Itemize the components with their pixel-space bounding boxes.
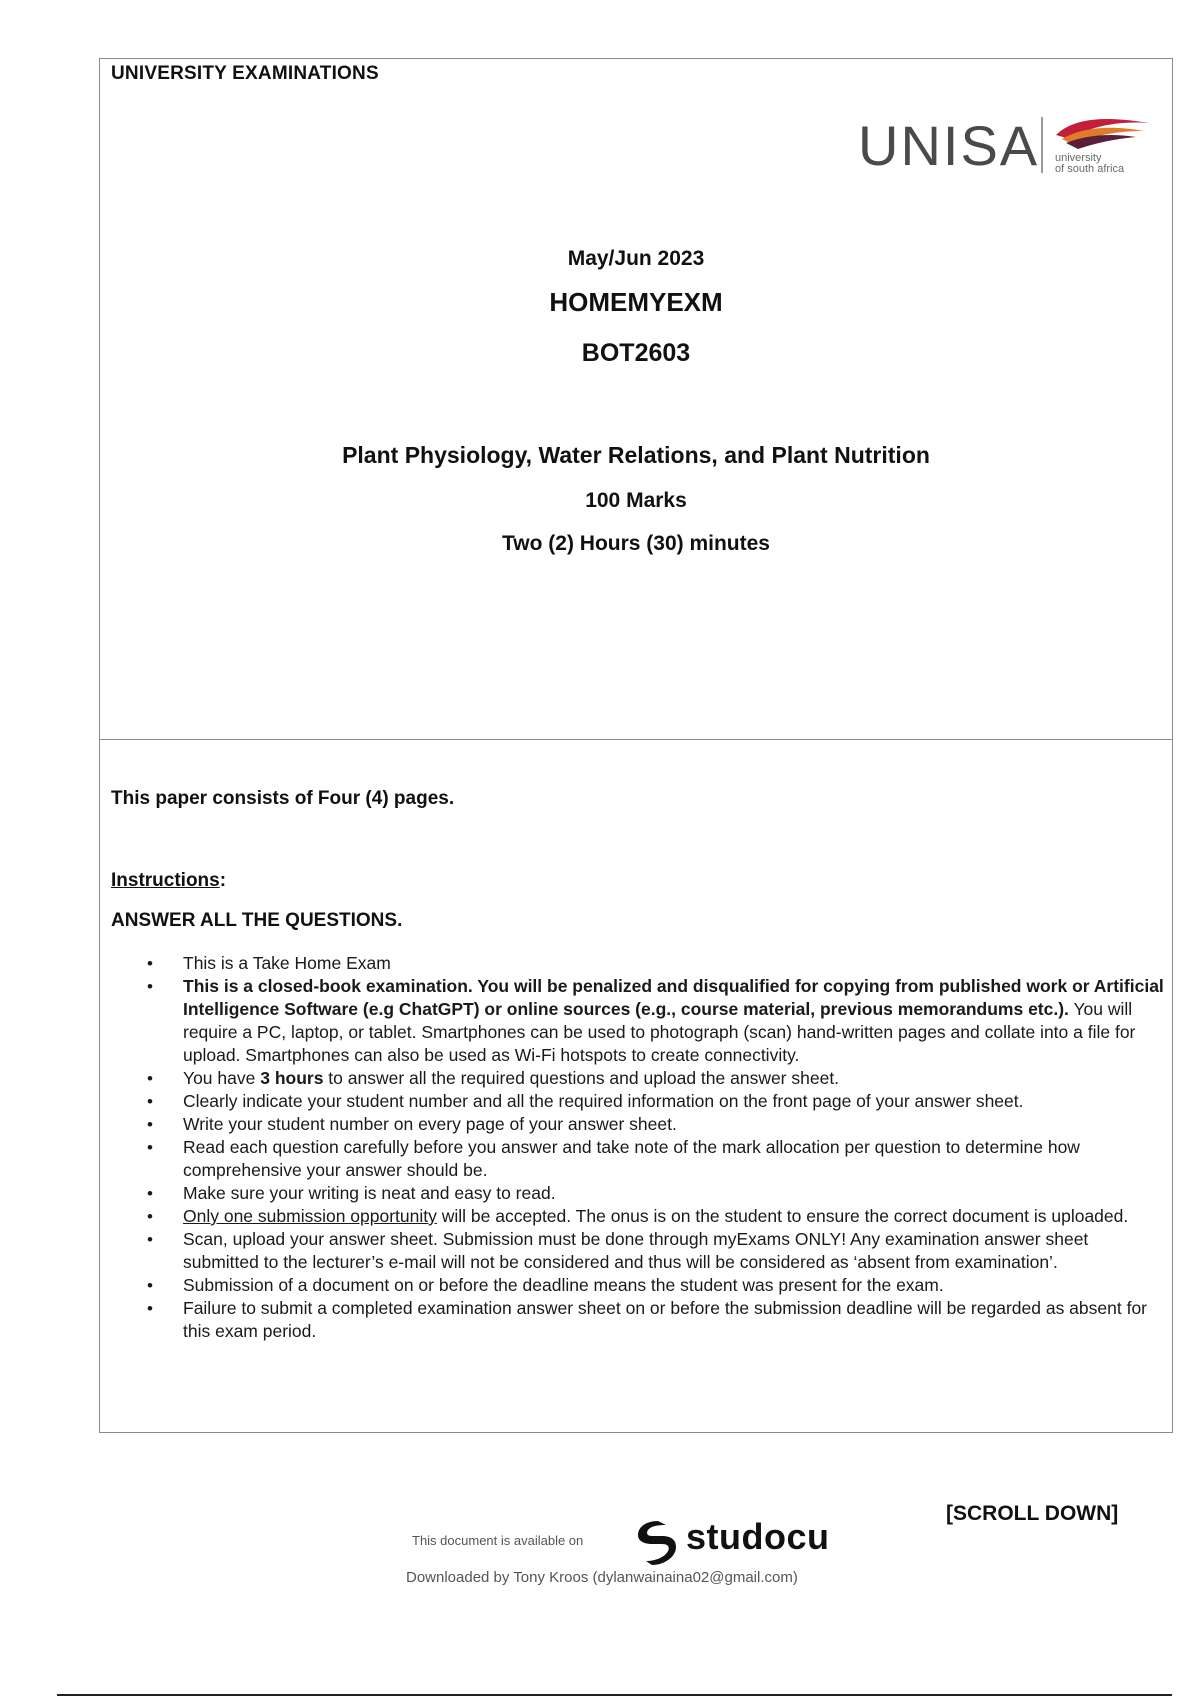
available-on-label: This document is available on bbox=[412, 1533, 584, 1548]
studocu-logo-icon bbox=[632, 1517, 682, 1567]
list-item: • This is a closed-book examination. You will be penalized and disqualified for copying from published work or Artificial Intelligence Software (e.g ChatGPT) or online sources (e.g., course material, previous memorandums etc.). You will require a PC, laptop, or tablet. Smartphones can be used to photograph (scan) hand-written pages and collate into a file for upload. Smartphones can also be used as Wi-Fi hotspots to create connectivity. bbox=[183, 975, 1165, 1067]
instructions-heading: Instructions: bbox=[111, 870, 227, 891]
downloaded-by-label: Downloaded by Tony Kroos (dylanwainaina02@gmail.com) bbox=[406, 1569, 798, 1586]
logo-wordmark: UNISA bbox=[858, 114, 1040, 177]
total-marks: 100 Marks bbox=[585, 489, 687, 512]
unisa-logo bbox=[858, 111, 1158, 181]
scroll-down-label: [SCROLL DOWN] bbox=[946, 1502, 1119, 1525]
list-item: • This is a Take Home Exam bbox=[183, 952, 1165, 975]
list-item: • Only one submission opportunity will be accepted. The onus is on the student to ensure the correct document is uploaded. bbox=[183, 1205, 1165, 1228]
page-bottom-rule bbox=[57, 1694, 1172, 1696]
studocu-wordmark: studocu bbox=[686, 1516, 830, 1557]
exam-session: May/Jun 2023 bbox=[567, 247, 705, 270]
list-item: • Scan, upload your answer sheet. Submission must be done through myExams ONLY! Any examination answer sheet submitted to the lecturer’s e-mail will not be considered and thus will be considered as ‘absent from examination’. bbox=[183, 1228, 1165, 1274]
logo-divider bbox=[1041, 117, 1043, 173]
logo-subtext: university of south africa bbox=[1055, 152, 1125, 175]
list-item: • Make sure your writing is neat and easy to read. bbox=[183, 1182, 1165, 1205]
page-count-note: This paper consists of Four (4) pages. bbox=[111, 788, 455, 809]
unisa-flame-icon bbox=[1052, 113, 1152, 153]
exam-type: HOMEMYEXM bbox=[549, 287, 723, 317]
list-item: • Failure to submit a completed examination answer sheet on or before the submission deadline will be regarded as absent for this exam period. bbox=[183, 1297, 1165, 1343]
list-item: • Clearly indicate your student number and all the required information on the front page of your answer sheet. bbox=[183, 1090, 1165, 1113]
list-item: • Read each question carefully before you answer and take note of the mark allocation per question to determine how comprehensive your answer should be. bbox=[183, 1136, 1165, 1182]
list-item: • Submission of a document on or before the deadline means the student was present for the exam. bbox=[183, 1274, 1165, 1297]
exam-duration: Two (2) Hours (30) minutes bbox=[502, 532, 770, 555]
instructions-panel bbox=[99, 740, 1173, 1433]
module-code: BOT2603 bbox=[581, 339, 691, 367]
list-item: • Write your student number on every page of your answer sheet. bbox=[183, 1113, 1165, 1136]
instructions-list bbox=[183, 952, 1165, 1343]
answer-all-notice: ANSWER ALL THE QUESTIONS. bbox=[111, 910, 403, 931]
cover-panel bbox=[99, 58, 1173, 740]
list-item: • You have 3 hours to answer all the required questions and upload the answer sheet. bbox=[183, 1067, 1165, 1090]
university-examinations-label: UNIVERSITY EXAMINATIONS bbox=[111, 63, 379, 84]
module-title: Plant Physiology, Water Relations, and Plant Nutrition bbox=[342, 442, 930, 468]
